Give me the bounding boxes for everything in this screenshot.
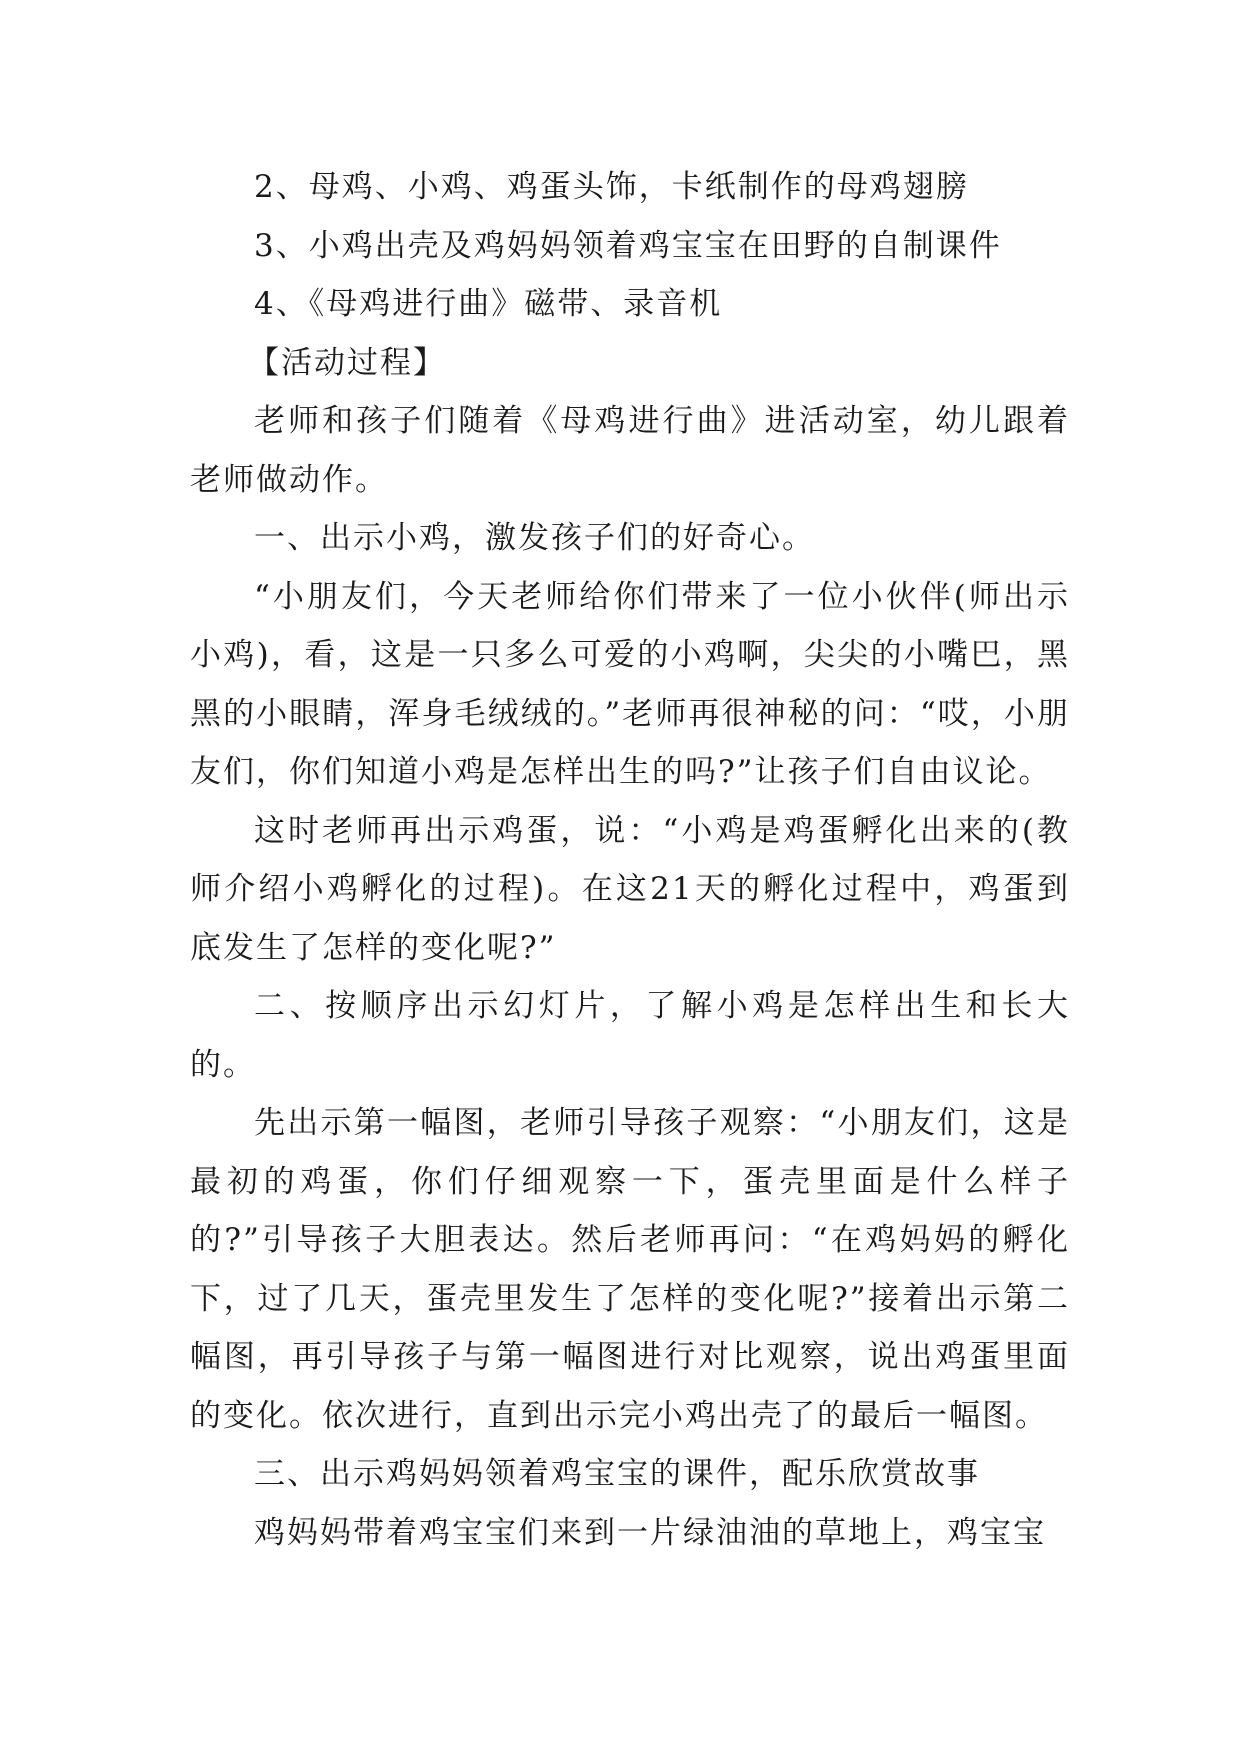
paragraph-step-2: 先出示第一幅图，老师引导孩子观察：“小朋友们，这是最初的鸡蛋，你们仔细观察一下，蛋壳里面是什么样子的?”引导孩子大胆表达。然后老师再问：“在鸡妈妈的孵化下，过了几天，蛋壳里发生了怎样的变化呢?”接着出示第二幅图，再引导孩子与第一幅图进行对比观察，说出鸡蛋里面的变化。依次进行，直到出示完小鸡出壳了的最后一幅图。 (190, 1105, 1070, 1434)
paragraph-step-1-egg: 这时老师再出示鸡蛋，说：“小鸡是鸡蛋孵化出来的(教师介绍小鸡孵化的过程)。在这21天的孵化过程中，鸡蛋到底发生了怎样的变化呢?” (190, 812, 1070, 966)
step-heading-3: 三、出示鸡妈妈领着鸡宝宝的课件，配乐欣赏故事 (254, 1456, 980, 1492)
list-item-materials-4: 4、《母鸡进行曲》磁带、录音机 (254, 286, 723, 322)
list-item-materials-3: 3、小鸡出壳及鸡妈妈领着鸡宝宝在田野的自制课件 (254, 227, 1002, 264)
paragraph-intro: 老师和孩子们随着《母鸡进行曲》进活动室，幼儿跟着老师做动作。 (190, 403, 1070, 498)
step-heading-1: 一、出示小鸡，激发孩子们的好奇心。 (254, 520, 815, 556)
paragraph-step-3: 鸡妈妈带着鸡宝宝们来到一片绿油油的草地上，鸡宝宝 (254, 1514, 1046, 1551)
document-body (190, 158, 1070, 1562)
list-item-materials-2: 2、母鸡、小鸡、鸡蛋头饰，卡纸制作的母鸡翅膀 (254, 169, 969, 205)
paragraph-step-1-dialogue: “小朋友们，今天老师给你们带来了一位小伙伴(师出示小鸡)，看，这是一只多么可爱的小鸡啊，尖尖的小嘴巴，黑黑的小眼睛，浑身毛绒绒的。”老师再很神秘的问：“哎，小朋友们，你们知道小鸡是怎样出生的吗?”让孩子们自由议论。 (190, 578, 1070, 790)
step-heading-2: 二、按顺序出示幻灯片，了解小鸡是怎样出生和长大的。 (190, 988, 1070, 1083)
section-heading-activity-process: 【活动过程】 (248, 344, 446, 381)
